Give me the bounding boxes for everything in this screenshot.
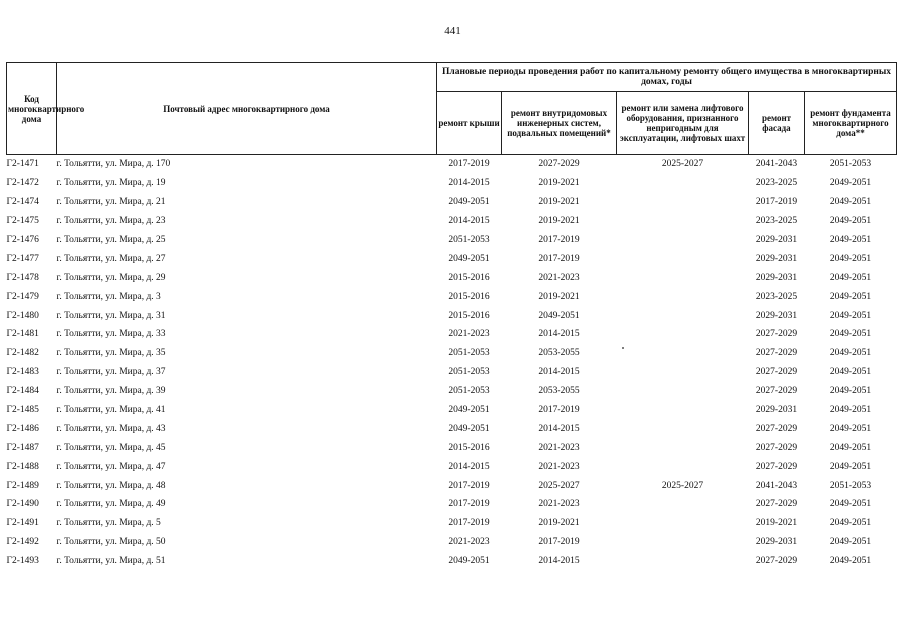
cell-code: Г2-1484 (6, 386, 39, 397)
table-row (7, 212, 897, 231)
cell-code: Г2-1475 (6, 216, 39, 227)
cell-systems: 2021-2023 (538, 461, 580, 472)
cell-facade: 2027-2029 (755, 461, 798, 472)
cell-facade: 2029-2031 (755, 253, 798, 264)
table-row (7, 287, 897, 306)
cell-address: г. Тольятти, ул. Мира, д. 23 (56, 216, 166, 227)
cell-elevator (617, 533, 749, 552)
cell-foundation: 2049-2051 (829, 461, 872, 472)
cell-roof: 2014-2015 (448, 178, 490, 189)
cell-elevator (617, 231, 749, 250)
cell-foundation: 2049-2051 (829, 272, 872, 283)
cell-code: Г2-1479 (6, 291, 39, 302)
cell-code: Г2-1474 (6, 197, 39, 208)
cell-roof: 2017-2019 (448, 518, 490, 529)
cell-address: г. Тольятти, ул. Мира, д. 51 (56, 556, 166, 567)
cell-code: Г2-1492 (6, 537, 39, 548)
cell-facade: 2029-2031 (755, 235, 798, 245)
cell-roof: 2014-2015 (448, 461, 490, 472)
cell-foundation: 2049-2051 (829, 537, 872, 548)
cell-address: г. Тольятти, ул. Мира, д. 48 (56, 480, 166, 491)
cell-code: Г2-1487 (6, 442, 39, 453)
cell-address: г. Тольятти, ул. Мира, д. 170 (57, 155, 437, 174)
cell-facade: 2027-2029 (755, 499, 798, 510)
cell-elevator (617, 287, 749, 306)
cell-facade: 2027-2029 (755, 442, 798, 453)
header-facade: ремонт фасада (749, 92, 805, 155)
cell-address: г. Тольятти, ул. Мира, д. 45 (56, 442, 166, 453)
cell-roof: 2051-2053 (448, 386, 490, 397)
cell-facade: 2027-2029 (755, 367, 798, 378)
cell-code: Г2-1493 (6, 556, 39, 567)
cell-foundation: 2049-2051 (829, 291, 872, 302)
cell-code: Г2-1488 (6, 461, 39, 472)
cell-systems: 2014-2015 (538, 329, 580, 340)
cell-roof: 2049-2051 (448, 556, 490, 567)
cell-foundation: 2049-2051 (829, 197, 872, 208)
cell-code: Г2-1480 (6, 310, 39, 321)
cell-roof: 2051-2053 (448, 367, 490, 378)
cell-systems: 2019-2021 (538, 291, 580, 302)
table-row (7, 193, 897, 212)
cell-facade: 2029-2031 (755, 272, 798, 283)
cell-address: г. Тольятти, ул. Мира, д. 50 (56, 537, 166, 548)
cell-systems: 2019-2021 (538, 178, 580, 189)
cell-code: Г2-1478 (6, 272, 39, 283)
cell-elevator (617, 514, 749, 533)
cell-systems: 2021-2023 (538, 442, 580, 453)
cell-roof: 2015-2016 (448, 272, 490, 283)
cell-address: г. Тольятти, ул. Мира, д. 27 (56, 253, 166, 264)
cell-address: г. Тольятти, ул. Мира, д. 21 (56, 197, 166, 208)
table-row (7, 325, 897, 344)
cell-elevator (617, 457, 749, 476)
cell-code: Г2-1490 (6, 499, 39, 510)
cell-roof: 2021-2023 (448, 329, 490, 340)
cell-foundation: 2051-2053 (805, 155, 897, 174)
cell-systems: 2021-2023 (538, 499, 580, 510)
scan-speck (622, 347, 624, 349)
cell-address: г. Тольятти, ул. Мира, д. 33 (56, 329, 166, 340)
cell-systems: 2021-2023 (538, 272, 580, 283)
cell-facade: 2017-2019 (755, 197, 798, 208)
cell-foundation: 2049-2051 (829, 423, 872, 434)
cell-foundation: 2049-2051 (829, 235, 872, 245)
cell-elevator: 2025-2027 (617, 155, 749, 174)
cell-address: г. Тольятти, ул. Мира, д. 39 (56, 386, 166, 397)
cell-roof: 2017-2019 (437, 155, 502, 174)
table-row (7, 552, 897, 571)
table-row (7, 306, 897, 325)
cell-foundation: 2049-2051 (829, 310, 872, 321)
header-address: Почтовый адрес многоквартирного дома (57, 63, 437, 155)
cell-elevator: 2025-2027 (661, 480, 704, 491)
cell-code: Г2-1485 (6, 405, 39, 416)
table-row (7, 174, 897, 193)
cell-facade: 2029-2031 (755, 405, 798, 416)
cell-systems: 2014-2015 (538, 423, 580, 434)
table-row (7, 268, 897, 287)
cell-address: г. Тольятти, ул. Мира, д. 25 (56, 235, 166, 245)
cell-facade: 2041-2043 (755, 480, 798, 491)
cell-facade: 2027-2029 (755, 423, 798, 434)
cell-elevator (617, 344, 749, 363)
cell-systems: 2019-2021 (538, 518, 580, 529)
header-engineering-systems: ремонт внутридомовых инженерных систем, подвальных помещений* (502, 92, 617, 155)
cell-roof: 2015-2016 (448, 291, 490, 302)
cell-systems: 2014-2015 (538, 367, 580, 378)
cell-elevator (617, 438, 749, 457)
cell-roof: 2017-2019 (448, 499, 490, 510)
table-row (7, 363, 897, 382)
cell-foundation: 2049-2051 (829, 556, 872, 567)
cell-elevator (617, 363, 749, 382)
cell-code: Г2-1481 (6, 329, 39, 340)
cell-facade: 2027-2029 (755, 556, 798, 567)
table-row (7, 401, 897, 420)
header-elevator: ремонт или замена лифтового оборудования, признанного непригодным для эксплуатации, лифтовых шахт (617, 92, 749, 155)
cell-foundation: 2049-2051 (829, 253, 872, 264)
table-row (7, 231, 897, 250)
cell-foundation: 2049-2051 (829, 216, 872, 227)
cell-roof: 2021-2023 (448, 537, 490, 548)
cell-foundation: 2049-2051 (829, 499, 872, 510)
cell-address: г. Тольятти, ул. Мира, д. 3 (56, 291, 161, 302)
cell-foundation: 2049-2051 (829, 367, 872, 378)
cell-address: г. Тольятти, ул. Мира, д. 37 (56, 367, 166, 378)
cell-systems: 2027-2029 (502, 155, 617, 174)
cell-roof: 2049-2051 (448, 253, 490, 264)
table-row (7, 155, 897, 174)
cell-facade: 2029-2031 (755, 310, 798, 321)
cell-elevator (617, 495, 749, 514)
cell-elevator (617, 212, 749, 231)
cell-code: Г2-1489 (6, 480, 39, 491)
cell-roof: 2015-2016 (448, 310, 490, 321)
table-row (7, 344, 897, 363)
cell-roof: 2017-2019 (448, 480, 490, 491)
cell-foundation: 2049-2051 (829, 329, 872, 340)
cell-systems: 2019-2021 (538, 197, 580, 208)
cell-elevator (617, 249, 749, 268)
cell-systems: 2017-2019 (538, 253, 580, 264)
cell-address: г. Тольятти, ул. Мира, д. 29 (56, 272, 166, 283)
cell-address: г. Тольятти, ул. Мира, д. 31 (56, 310, 166, 321)
table-row (7, 419, 897, 438)
cell-systems: 2014-2015 (538, 556, 580, 567)
cell-systems: 2025-2027 (538, 480, 580, 491)
cell-facade: 2041-2043 (749, 155, 805, 174)
cell-address: г. Тольятти, ул. Мира, д. 43 (56, 423, 166, 434)
header-foundation: ремонт фундамента многоквартирного дома** (805, 92, 897, 155)
header-code: Код многоквартирного дома (7, 63, 57, 155)
cell-foundation: 2049-2051 (829, 386, 872, 397)
cell-facade: 2019-2021 (755, 518, 798, 529)
cell-elevator (617, 401, 749, 420)
table-row (7, 476, 897, 495)
cell-foundation: 2049-2051 (829, 405, 872, 416)
cell-elevator (617, 174, 749, 193)
cell-systems: 2049-2051 (538, 310, 580, 321)
cell-code: Г2-1471 (7, 155, 57, 174)
cell-systems: 2017-2019 (538, 537, 580, 548)
cell-code: Г2-1491 (6, 518, 39, 529)
cell-roof: 2049-2051 (448, 197, 490, 208)
table-row (7, 495, 897, 514)
cell-roof: 2015-2016 (448, 442, 490, 453)
cell-address: г. Тольятти, ул. Мира, д. 47 (56, 461, 166, 472)
cell-facade: 2027-2029 (755, 348, 798, 359)
cell-code: Г2-1472 (6, 178, 39, 189)
cell-address: г. Тольятти, ул. Мира, д. 35 (56, 348, 166, 359)
cell-address: г. Тольятти, ул. Мира, д. 49 (56, 499, 166, 510)
cell-systems: 2019-2021 (538, 216, 580, 227)
cell-facade: 2029-2031 (755, 537, 798, 548)
cell-foundation: 2049-2051 (829, 348, 872, 359)
cell-foundation: 2049-2051 (829, 442, 872, 453)
cell-facade: 2023-2025 (755, 291, 798, 302)
cell-elevator (617, 552, 749, 571)
table-row (7, 382, 897, 401)
cell-address: г. Тольятти, ул. Мира, д. 41 (56, 405, 166, 416)
cell-systems: 2053-2055 (538, 386, 580, 397)
table-row (7, 249, 897, 268)
cell-address: г. Тольятти, ул. Мира, д. 5 (56, 518, 161, 529)
cell-roof: 2049-2051 (448, 423, 490, 434)
header-roof: ремонт крыши (437, 92, 502, 155)
table-body (7, 155, 897, 571)
cell-code: Г2-1482 (6, 348, 39, 359)
cell-code: Г2-1476 (6, 235, 39, 245)
table-row (7, 533, 897, 552)
cell-roof: 2014-2015 (448, 216, 490, 227)
cell-systems: 2053-2055 (538, 348, 580, 359)
cell-roof: 2049-2051 (448, 405, 490, 416)
cell-code: Г2-1486 (6, 423, 39, 434)
cell-elevator (617, 306, 749, 325)
cell-elevator (617, 419, 749, 438)
cell-roof: 2051-2053 (448, 348, 490, 359)
header-planned-periods: Плановые периоды проведения работ по капитальному ремонту общего имущества в многоквартирных домах, годы (437, 63, 897, 92)
page-number: 441 (444, 25, 461, 37)
cell-code: Г2-1477 (6, 253, 39, 264)
table-header (7, 63, 897, 155)
cell-elevator (617, 193, 749, 212)
cell-elevator (617, 268, 749, 287)
cell-foundation: 2051-2053 (829, 480, 872, 491)
table-row (7, 514, 897, 533)
cell-elevator (617, 325, 749, 344)
cell-facade: 2027-2029 (755, 329, 798, 340)
cell-elevator (617, 382, 749, 401)
cell-foundation: 2049-2051 (829, 178, 872, 189)
capital-repair-schedule-table (6, 62, 897, 571)
cell-facade: 2023-2025 (755, 178, 798, 189)
cell-systems: 2017-2019 (538, 405, 580, 416)
cell-address: г. Тольятти, ул. Мира, д. 19 (56, 178, 166, 189)
table-row (7, 457, 897, 476)
cell-facade: 2023-2025 (755, 216, 798, 227)
cell-code: Г2-1483 (6, 367, 39, 378)
cell-foundation: 2049-2051 (829, 518, 872, 529)
cell-systems: 2017-2019 (538, 235, 580, 245)
cell-facade: 2027-2029 (755, 386, 798, 397)
table-row (7, 438, 897, 457)
cell-roof: 2051-2053 (448, 235, 490, 245)
